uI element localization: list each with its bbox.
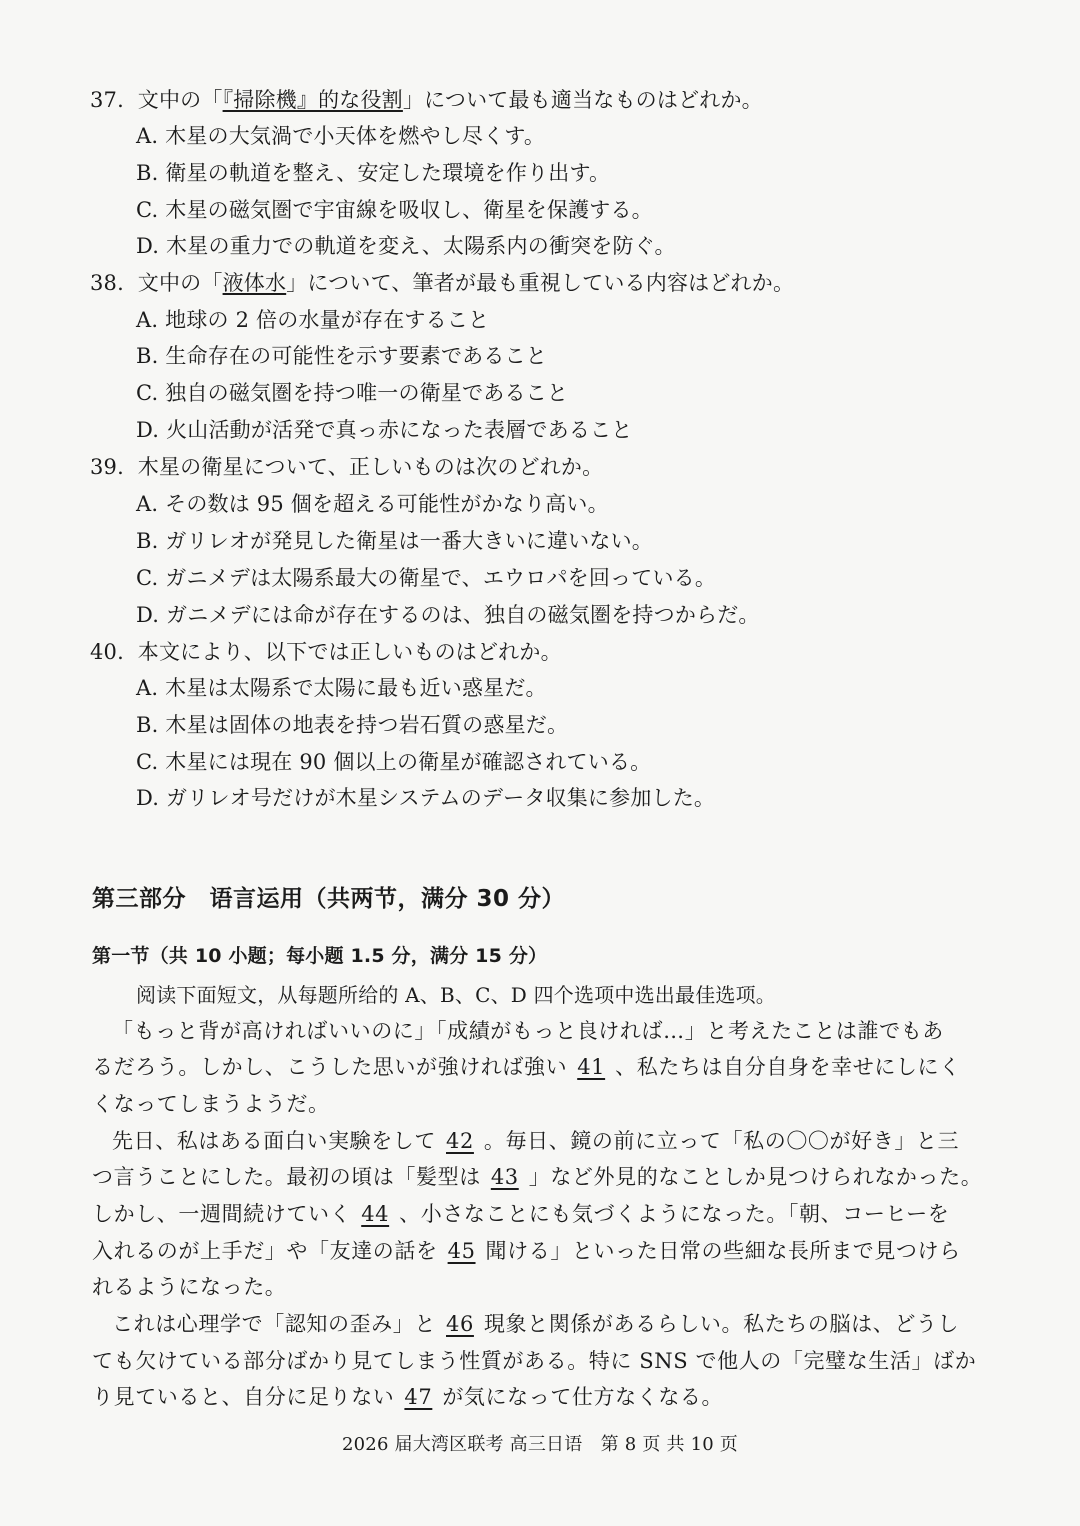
passage-line: [92, 1383, 723, 1411]
option-38-c: C. 独自の磁気圏を持つ唯一の衛星であること: [136, 381, 569, 405]
question-38-stem: [90, 269, 794, 297]
option-39-d: D. ガニメデには命が存在するのは、独自の磁気圏を持つからだ。: [136, 603, 760, 627]
blank-46: 46: [446, 1312, 474, 1336]
passage-line: [92, 1053, 961, 1081]
passage-line: [112, 1127, 959, 1155]
passage-text: 、小さなことにも気づくようになった。「朝、コーヒーを: [399, 1202, 950, 1226]
option-37-d: D. 木星の重力での軌道を変え、太陽系内の衝突を防ぐ。: [136, 234, 676, 258]
blank-42: 42: [446, 1129, 474, 1153]
page-footer: 2026 届大湾区联考 高三日语 第 8 页 共 10 页: [341, 1434, 738, 1455]
blank-45: 45: [447, 1239, 476, 1263]
option-40-d: D. ガリレオ号だけが木星システムのデータ収集に参加した。: [136, 786, 716, 810]
instruction-text: 阅读下面短文，从每题所给的 A、B、C、D 四个选项中选出最佳选项。: [136, 983, 776, 1007]
question-number: 39.: [90, 455, 124, 479]
passage-line: 「もっと背が高ければいいのに」「成績がもっと良ければ…」と考えたことは誰でもあ: [112, 1019, 944, 1043]
stem-text: 文中の「: [137, 271, 223, 295]
passage-line: [92, 1163, 982, 1191]
option-40-a: A. 木星は太陽系で太陽に最も近い惑星だ。: [136, 676, 547, 700]
passage-text: 。毎日、鏡の前に立って「私の〇〇が好き」と三: [483, 1129, 960, 1153]
question-40-stem: [90, 638, 562, 666]
passage-text: しかし、一週間続けていく: [92, 1202, 352, 1226]
blank-47: 47: [404, 1385, 433, 1409]
underlined-term: 液体水: [222, 271, 287, 295]
option-40-b: B. 木星は固体の地表を持つ岩石質の惑星だ。: [136, 713, 569, 737]
option-39-b: B. ガリレオが発見した衛星は一番大きいに違いない。: [136, 529, 653, 553]
subsection-title: 第一节（共 10 小题；每小题 1.5 分，满分 15 分）: [92, 945, 548, 967]
underlined-term: 『掃除機』的な役割: [222, 88, 403, 112]
option-37-b: B. 衛星の軌道を整え、安定した環境を作り出す。: [136, 161, 611, 185]
passage-text: るだろう。しかし、こうした思いが強ければ強い: [92, 1055, 568, 1079]
option-39-c: C. ガニメデは太陽系最大の衛星で、エウロパを回っている。: [136, 566, 717, 590]
passage-text: り見ていると、自分に足りない: [92, 1385, 395, 1409]
passage-text: が気になって仕方なくなる。: [442, 1385, 724, 1409]
passage-text: 聞ける」といった日常の些細な長所まで見つけら: [485, 1239, 961, 1263]
option-38-a: A. 地球の 2 倍の水量が存在すること: [136, 308, 490, 332]
section-title: 第三部分 语言运用（共两节，满分 30 分）: [92, 886, 566, 912]
question-39-stem: [90, 453, 603, 481]
blank-44: 44: [361, 1202, 390, 1226]
passage-line: [112, 1310, 959, 1338]
passage-line: [92, 1237, 961, 1265]
stem-text: 」について最も適当なものはどれか。: [402, 88, 763, 112]
passage-line: ても欠けている部分ばかり見てしまう性質がある。特に SNS で他人の「完璧な生活」ばか: [92, 1349, 977, 1373]
stem-text: 本文により、以下では正しいものはどれか。: [137, 640, 562, 664]
question-37-stem: [90, 86, 763, 114]
passage-text: これは心理学で「認知の歪み」と: [112, 1312, 436, 1336]
question-number: 38.: [90, 271, 124, 295]
passage-text: 現象と関係があるらしい。私たちの脳は、どうし: [483, 1312, 960, 1336]
question-number: 40.: [90, 640, 124, 664]
option-38-b: B. 生命存在の可能性を示す要素であること: [136, 344, 547, 368]
option-37-c: C. 木星の磁気圏で宇宙線を吸収し、衛星を保護する。: [136, 198, 653, 222]
passage-line: くなってしまうようだ。: [92, 1092, 330, 1116]
blank-43: 43: [490, 1165, 519, 1189]
option-39-a: A. その数は 95 個を超える可能性がかなり高い。: [136, 492, 609, 516]
option-40-c: C. 木星には現在 90 個以上の衛星が確認されている。: [136, 750, 652, 774]
option-38-d: D. 火山活動が活発で真っ赤になった表層であること: [136, 418, 633, 442]
passage-text: つ言うことにした。最初の頃は「髪型は: [92, 1165, 481, 1189]
stem-text: 木星の衛星について、正しいものは次のどれか。: [137, 455, 604, 479]
stem-text: 」について、筆者が最も重視している内容はどれか。: [286, 271, 795, 295]
passage-line: れるようになった。: [92, 1275, 287, 1299]
passage-text: 先日、私はある面白い実験をして: [112, 1129, 436, 1153]
blank-41: 41: [577, 1055, 606, 1079]
passage-line: [92, 1200, 949, 1228]
passage-text: 入れるのが上手だ」や「友達の話を: [92, 1239, 438, 1263]
passage-text: 、私たちは自分自身を幸せにしにく: [615, 1055, 961, 1079]
option-37-a: A. 木星の大気渦で小天体を燃やし尽くす。: [136, 124, 546, 148]
passage-text: 」など外見的なことしか見つけられなかった。: [528, 1165, 983, 1189]
stem-text: 文中の「: [137, 88, 223, 112]
question-number: 37.: [90, 88, 124, 112]
